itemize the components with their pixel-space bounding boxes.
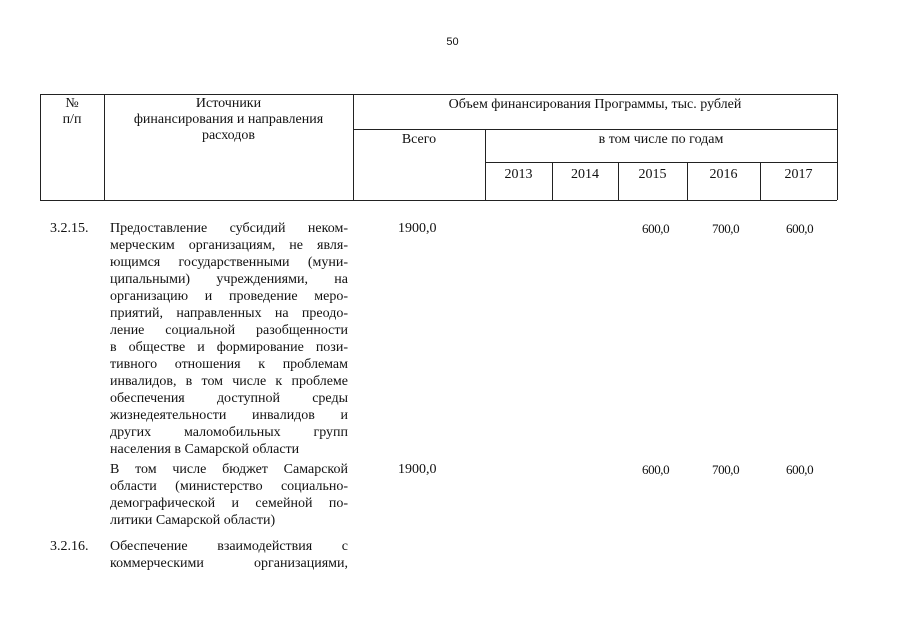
header-years-group: в том числе по годам [598,132,724,147]
row-text-line: Предоставление субсидий неком- [110,221,348,236]
row-value-2015: 600,0 [642,221,670,236]
row-text-line: ление социальной разобщенности [110,323,348,338]
row-description [110,220,348,458]
row-number: 3.2.16. [50,539,89,554]
row-text-line: в обществе и формирование пози- [110,340,348,355]
row-number: 3.2.15. [50,221,89,236]
page-number: 50 [446,36,459,48]
header-bottom-rule [40,200,837,201]
header-year-2013: 2013 [504,167,533,182]
header-sources-line-3: расходов [201,128,256,143]
row-value-2016: 700,0 [712,462,740,477]
header-year-2015: 2015 [638,167,667,182]
row-text-line: демографической и семейной по- [110,496,348,511]
row-value-2016: 700,0 [712,221,740,236]
header-sources-line-2: финансирования и направления [133,112,324,127]
row-text-line: области (министерство социально- [110,479,348,494]
row-description [110,461,348,529]
header-num-line-2: п/п [62,112,82,127]
header-right-rule [837,94,838,200]
row-value-2017: 600,0 [786,221,814,236]
row-text-line: коммерческими организациями, [110,556,348,571]
row-text-line: ющимся государственными (муни- [110,255,348,270]
row-text-line: организацию и проведение меро- [110,289,348,304]
row-text-line: ципальными) учреждениями, на [110,272,348,287]
header-year-2017: 2017 [784,167,813,182]
row-text-line: тивного отношения к проблемам [110,357,348,372]
row-value-2017: 600,0 [786,462,814,477]
row-text-line: инвалидов, в том числе к проблеме [110,374,348,389]
row-total: 1900,0 [398,462,437,477]
row-text-line: приятий, направленных на преодо- [110,306,348,321]
header-num-col [40,96,104,128]
header-top-rule [40,94,837,95]
row-text-line: литики Самарской области) [110,513,276,528]
row-text-line: Обеспечение взаимодействия с [110,539,348,554]
header-volume: Объем финансирования Программы, тыс. рублей [448,97,742,112]
row-text-line: обеспечения доступной среды [110,391,348,406]
header-years-rule [485,162,837,163]
header-year-2016: 2016 [709,167,738,182]
header-year-2014: 2014 [571,167,599,182]
header-volume-rule [353,129,837,130]
row-text-line: других маломобильных групп [110,425,348,440]
row-description [110,538,348,572]
row-text-line: мерческим организациям, не явля- [110,238,348,253]
row-total: 1900,0 [398,221,437,236]
row-text-line: жизнедеятельности инвалидов и [110,408,348,423]
header-num-line-1: № [65,96,79,111]
row-text-line: населения в Самарской области [110,442,300,457]
header-total: Всего [401,132,437,147]
header-sources-line-1: Источники [195,96,262,111]
header-sources-col [104,96,353,144]
row-text-line: В том числе бюджет Самарской [110,462,348,477]
row-value-2015: 600,0 [642,462,670,477]
